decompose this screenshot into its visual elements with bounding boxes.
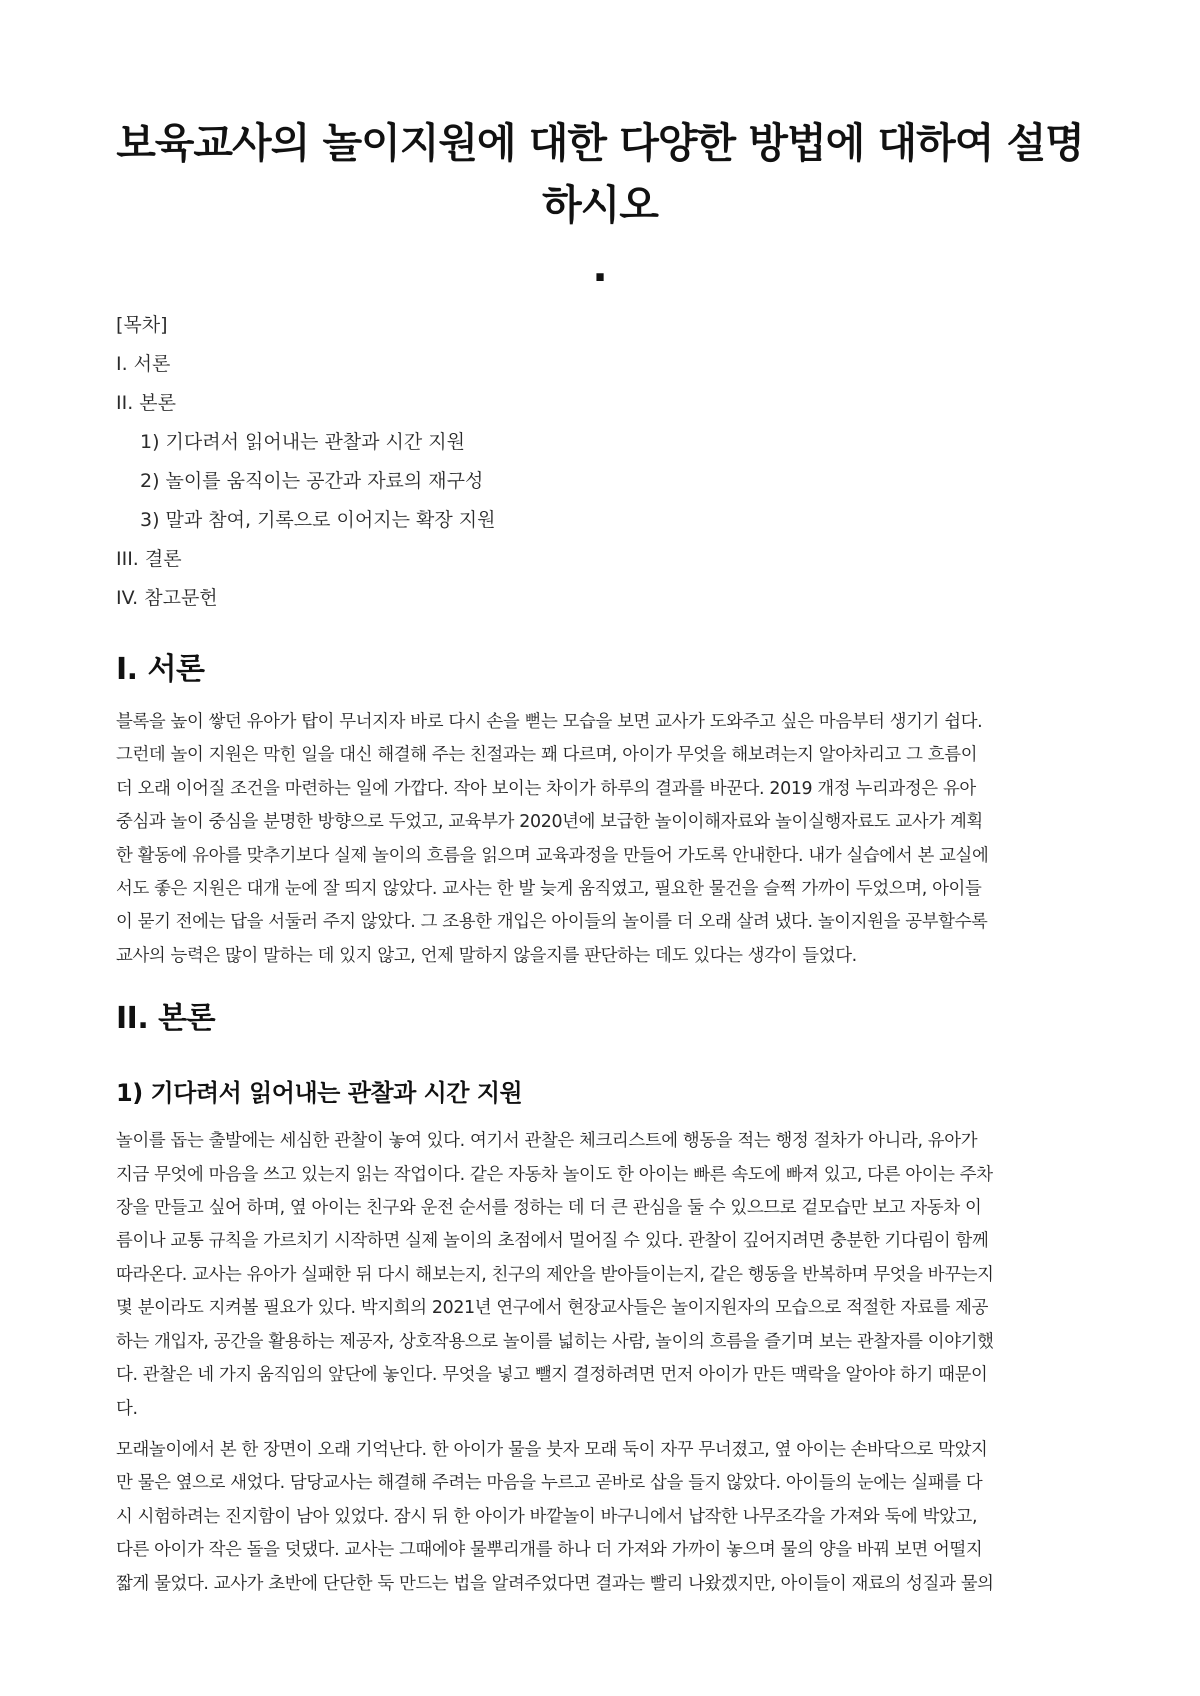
paragraph-line: 서도 좋은 지원은 대개 눈에 잘 띄지 않았다. 교사는 한 발 늦게 움직였고, 필요한 물건을 슬쩍 가까이 두었으며, 아이들 <box>116 879 982 900</box>
toc-item-conclusion: III. 결론 <box>116 548 182 570</box>
paragraph-line: 다. 관찰은 네 가지 움직임의 앞단에 놓인다. 무엇을 넣고 뺄지 결정하려면 먼저 아이가 만든 맥락을 알아야 하기 때문이 <box>116 1365 988 1386</box>
paragraph-line: 다. <box>116 1398 138 1419</box>
paragraph-line: 그런데 놀이 지원은 막힌 일을 대신 해결해 주는 친절과는 꽤 다르며, 아이가 무엇을 해보려는지 알아차리고 그 흐름이 <box>116 745 978 766</box>
paragraph-line: 더 오래 이어질 조건을 마련하는 일에 가깝다. 작아 보이는 차이가 하루의 결과를 바꾼다. 2019 개정 누리과정은 유아 <box>116 778 976 799</box>
paragraph-line: 시 시험하려는 진지함이 남아 있었다. 잠시 뒤 한 아이가 바깥놀이 바구니에서 납작한 나무조각을 가져와 둑에 박았고, <box>116 1506 978 1527</box>
paragraph-line: 블록을 높이 쌓던 유아가 탑이 무너지자 바로 다시 손을 뻗는 모습을 보면 교사가 도와주고 싶은 마음부터 생기기 쉽다. <box>116 712 983 732</box>
paragraph-line: 모래놀이에서 본 한 장면이 오래 기억난다. 한 아이가 물을 붓자 모래 둑이 자꾸 무너졌고, 옆 아이는 손바닥으로 막았지 <box>116 1439 988 1460</box>
intro-paragraph <box>116 706 1084 973</box>
paragraph-line: 중심과 놀이 중심을 분명한 방향으로 두었고, 교육부가 2020년에 보급한 놀이이해자료와 놀이실행자료도 교사가 계획 <box>116 812 983 833</box>
paragraph-line: 이 묻기 전에는 답을 서둘러 주지 않았다. 그 조용한 개입은 아이들의 놀이를 더 오래 살려 냈다. 놀이지원을 공부할수록 <box>116 912 988 933</box>
toc-item-intro: I. 서론 <box>116 353 171 375</box>
section-heading-intro: I. 서론 <box>116 652 205 687</box>
toc-item-body-2: 2) 놀이를 움직이는 공간과 자료의 재구성 <box>140 470 484 492</box>
subsection-1-paragraph-2 <box>116 1434 1084 1601</box>
paragraph-line: 따라온다. 교사는 유아가 실패한 뒤 다시 해보는지, 친구의 제안을 받아들이는지, 같은 행동을 반복하며 무엇을 바꾸는지 <box>116 1264 994 1285</box>
toc-heading: [목차] <box>116 314 168 336</box>
subsection-heading-1: 1) 기다려서 읽어내는 관찰과 시간 지원 <box>116 1079 523 1108</box>
paragraph-line: 교사의 능력은 많이 말하는 데 있지 않고, 언제 말하지 않을지를 판단하는 데도 있다는 생각이 들었다. <box>116 945 857 966</box>
paragraph-line: 하는 개입자, 공간을 활용하는 제공자, 상호작용으로 놀이를 넓히는 사람, 놀이의 흐름을 즐기며 보는 관찰자를 이야기했 <box>116 1331 994 1352</box>
paragraph-line: 지금 무엇에 마음을 쓰고 있는지 읽는 작업이다. 같은 자동차 놀이도 한 아이는 빠른 속도에 빠져 있고, 다른 아이는 주차 <box>116 1164 993 1185</box>
paragraph-line: 한 활동에 유아를 맞추기보다 실제 놀이의 흐름을 읽으며 교육과정을 만들어 가도록 안내한다. 내가 실습에서 본 교실에 <box>116 845 989 866</box>
paragraph-line: 다른 아이가 작은 돌을 덧댔다. 교사는 그때에야 물뿌리개를 하나 더 가져와 가까이 놓으며 물의 양을 바꿔 보면 어떨지 <box>116 1540 983 1561</box>
subsection-1-paragraph-1 <box>116 1125 1084 1426</box>
paragraph-line: 장을 만들고 싶어 하며, 옆 아이는 친구와 운전 순서를 정하는 데 더 큰 관심을 둘 수 있으므로 겉모습만 보고 자동차 이 <box>116 1198 982 1219</box>
paragraph-line: 놀이를 돕는 출발에는 세심한 관찰이 놓여 있다. 여기서 관찰은 체크리스트에 행동을 적는 행정 절차가 아니라, 유아가 <box>116 1131 978 1152</box>
toc-item-body: II. 본론 <box>116 392 176 414</box>
paragraph-line: 몇 분이라도 지켜볼 필요가 있다. 박지희의 2021년 연구에서 현장교사들은 놀이지원자의 모습으로 적절한 자료를 제공 <box>116 1298 989 1319</box>
toc-item-body-1: 1) 기다려서 읽어내는 관찰과 시간 지원 <box>140 431 466 453</box>
document-title: 보육교사의 놀이지원에 대한 다양한 방법에 대하여 설명하시오 <box>116 119 1084 229</box>
paragraph-line: 짧게 물었다. 교사가 초반에 단단한 둑 만드는 법을 알려주었다면 결과는 빨리 나왔겠지만, 아이들이 재료의 성질과 물의 <box>116 1573 994 1594</box>
table-of-contents <box>116 306 1084 618</box>
paragraph-line: 만 물은 옆으로 새었다. 담당교사는 해결해 주려는 마음을 누르고 곧바로 삽을 들지 않았다. 아이들의 눈에는 실패를 다 <box>116 1473 983 1494</box>
paragraph-line: 름이나 교통 규칙을 가르치기 시작하면 실제 놀이의 초점에서 멀어질 수 있다. 관찰이 깊어지려면 충분한 기다림이 함께 <box>116 1231 989 1252</box>
document-title-continuation: . <box>592 243 608 291</box>
section-heading-body: II. 본론 <box>116 1001 216 1037</box>
toc-item-references: IV. 참고문헌 <box>116 587 218 609</box>
toc-item-body-3: 3) 말과 참여, 기록으로 이어지는 확장 지원 <box>140 509 496 531</box>
